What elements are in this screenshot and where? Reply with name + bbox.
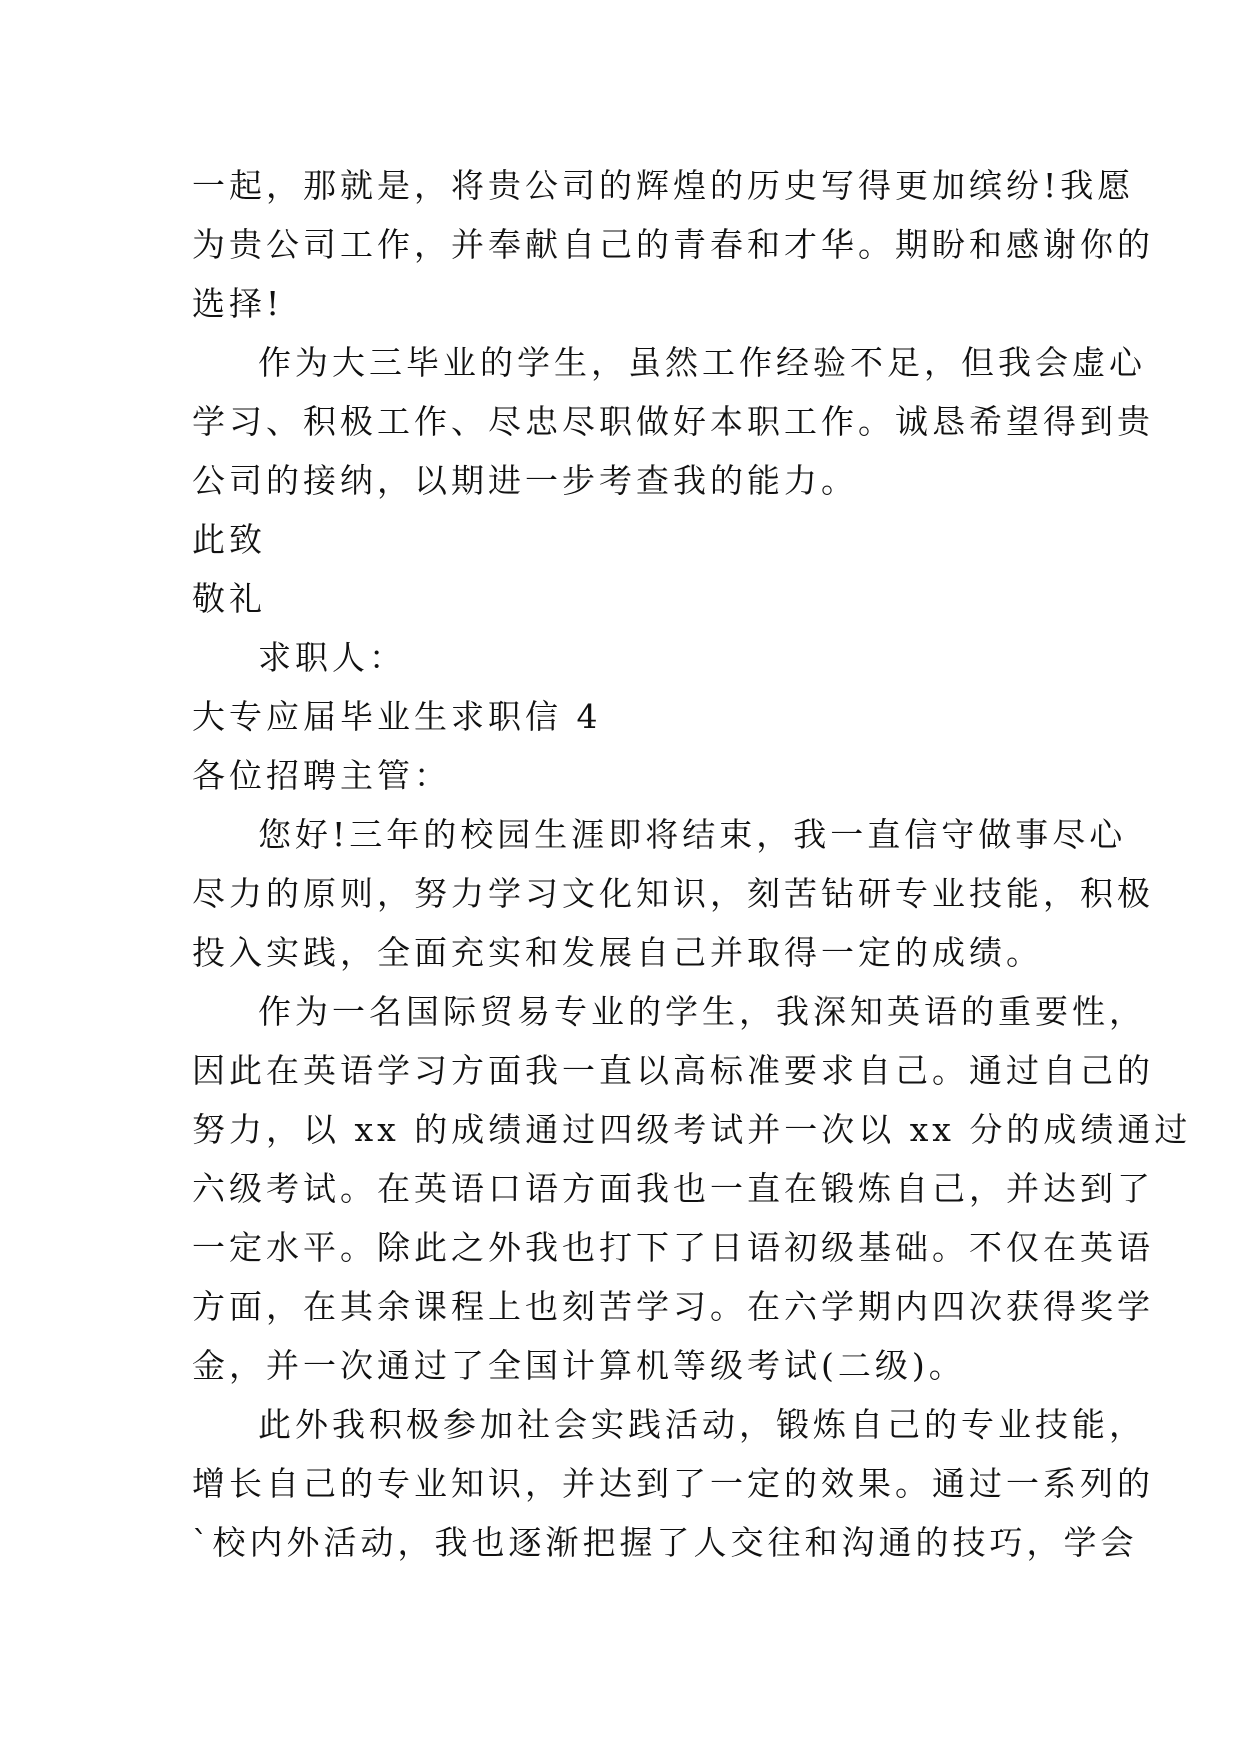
paragraph-line: 投入实践，全面充实和发展自己并取得一定的成绩。	[192, 933, 1043, 972]
paragraph-line: 努力，以 xx 的成绩通过四级考试并一次以 xx 分的成绩通过	[192, 1110, 1192, 1149]
paragraph-line: 学习、积极工作、尽忠尽职做好本职工作。诚恳希望得到贵	[192, 402, 1154, 441]
paragraph-line: 选择!	[192, 284, 284, 323]
section-title: 大专应届毕业生求职信 4	[192, 697, 602, 736]
paragraph-line: 作为大三毕业的学生，虽然工作经验不足，但我会虚心	[258, 343, 1146, 382]
paragraph-line: 因此在英语学习方面我一直以高标准要求自己。通过自己的	[192, 1051, 1154, 1090]
document-body	[192, 156, 1192, 1572]
paragraph-line: 公司的接纳，以期进一步考查我的能力。	[192, 461, 858, 500]
paragraph-line: 一定水平。除此之外我也打下了日语初级基础。不仅在英语	[192, 1228, 1154, 1267]
signature-line: 求职人：	[258, 638, 406, 677]
paragraph-line: 六级考试。在英语口语方面我也一直在锻炼自己，并达到了	[192, 1169, 1154, 1208]
salutation-line: 敬礼	[192, 579, 266, 618]
paragraph-line: 此外我积极参加社会实践活动，锻炼自己的专业技能，	[258, 1405, 1146, 1444]
paragraph-line: 一起，那就是，将贵公司的辉煌的历史写得更加缤纷!我愿	[192, 166, 1135, 205]
paragraph-line: 为贵公司工作，并奉献自己的青春和才华。期盼和感谢你的	[192, 225, 1154, 264]
paragraph-line: 方面，在其余课程上也刻苦学习。在六学期内四次获得奖学	[192, 1287, 1154, 1326]
paragraph-line: `校内外活动，我也逐渐把握了人交往和沟通的技巧，学会	[192, 1523, 1138, 1562]
paragraph-line: 作为一名国际贸易专业的学生，我深知英语的重要性，	[258, 992, 1146, 1031]
paragraph-line: 增长自己的专业知识，并达到了一定的效果。通过一系列的	[192, 1464, 1154, 1503]
paragraph-line: 金，并一次通过了全国计算机等级考试(二级)。	[192, 1346, 966, 1385]
closing-line: 此致	[192, 520, 266, 559]
paragraph-line: 您好!三年的校园生涯即将结束，我一直信守做事尽心	[258, 815, 1127, 854]
greeting-line: 各位招聘主管：	[192, 756, 451, 795]
paragraph-line: 尽力的原则，努力学习文化知识，刻苦钻研专业技能，积极	[192, 874, 1154, 913]
